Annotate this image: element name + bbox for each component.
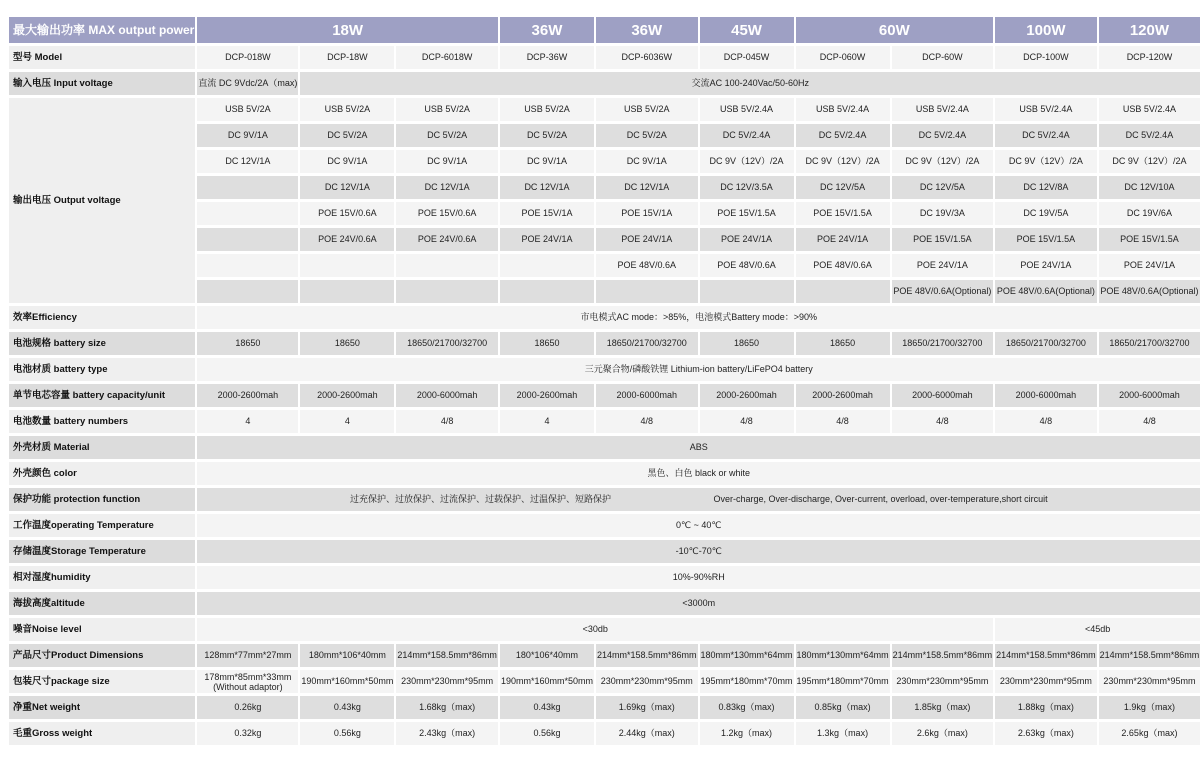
cell: DC 19V/3A [892,202,994,225]
cell: 180*106*40mm [500,644,594,667]
cell: USB 5V/2A [500,98,594,121]
cell: 214mm*158.5mm*86mm [1099,644,1200,667]
cell: DC 5V/2.4A [1099,124,1200,147]
cell: 230mm*230mm*95mm [892,670,994,693]
cell: DC 9V（12V）/2A [892,150,994,173]
cell: POE 15V/0.6A [396,202,498,225]
cell: DC 5V/2A [396,124,498,147]
cell: DC 5V/2.4A [995,124,1097,147]
cell: DCP-18W [300,46,394,69]
cell [500,280,594,303]
row-label: 电池数量 battery numbers [9,410,195,433]
cell: 交流AC 100-240Vac/50-60Hz [300,72,1200,95]
header-row [9,17,1200,43]
cell: DC 5V/2.4A [700,124,794,147]
cell: 230mm*230mm*95mm [995,670,1097,693]
cell: 1.85kg（max) [892,696,994,719]
cell: POE 24V/1A [596,228,698,251]
row-label: 电池规格 battery size [9,332,195,355]
cell: 1.68kg（max) [396,696,498,719]
cell: 190mm*160mm*50mm [500,670,594,693]
cell: 195mm*180mm*70mm [700,670,794,693]
net-weight-row [9,696,1200,719]
cell: POE 24V/1A [1099,254,1200,277]
cell: 18650 [796,332,890,355]
protection-cn: 过充保护、过放保护、过流保护、过载保护、过温保护、短路保护 [349,494,611,504]
spec-sheet [7,14,1200,748]
cell: POE 15V/1.5A [1099,228,1200,251]
cell: DC 12V/1A [396,176,498,199]
cell: 4/8 [995,410,1097,433]
cell: 2000-6000mah [596,384,698,407]
cell: DC 12V/8A [995,176,1097,199]
cell: 2000-2600mah [796,384,890,407]
model-row [9,46,1200,69]
cell: DCP-060W [796,46,890,69]
cell: 4/8 [596,410,698,433]
power-group-18w: 18W [197,17,498,43]
cell: 230mm*230mm*95mm [596,670,698,693]
altitude-row [9,592,1200,615]
cell: 2.43kg（max) [396,722,498,745]
cell: ABS [197,436,1200,459]
cell: 214mm*158.5mm*86mm [995,644,1097,667]
cell: POE 15V/1A [596,202,698,225]
cell: POE 48V/0.6A(Optional) [995,280,1097,303]
cell: POE 24V/0.6A [396,228,498,251]
cell: 18650/21700/32700 [995,332,1097,355]
cell: DC 12V/1A [500,176,594,199]
cell: 195mm*180mm*70mm [796,670,890,693]
cell: DC 12V/1A [197,150,298,173]
cell: 18650/21700/32700 [396,332,498,355]
noise-row [9,618,1200,641]
cell: 1.2kg（max) [700,722,794,745]
row-label: 型号 Model [9,46,195,69]
package-size-value: 178mm*85mm*33mm [204,671,292,682]
input-voltage-row [9,72,1200,95]
product-dimensions-row [9,644,1200,667]
cell: POE 24V/1A [796,228,890,251]
cell [197,176,298,199]
row-label: 噪音Noise level [9,618,195,641]
storage-temperature-row [9,540,1200,563]
cell: DCP-100W [995,46,1097,69]
row-label: 海拔高度altitude [9,592,195,615]
cell: 214mm*158.5mm*86mm [892,644,994,667]
cell: 4/8 [796,410,890,433]
protection-row [9,488,1200,511]
cell: 18650 [300,332,394,355]
cell: DC 19V/6A [1099,202,1200,225]
color-row [9,462,1200,485]
cell [796,280,890,303]
cell: DCP-60W [892,46,994,69]
cell: 2.44kg（max) [596,722,698,745]
cell: 0.43kg [500,696,594,719]
cell: DC 9V（12V）/2A [995,150,1097,173]
cell [500,254,594,277]
cell: 4/8 [1099,410,1200,433]
cell: 2000-6000mah [892,384,994,407]
cell [300,254,394,277]
row-label: 存储温度Storage Temperature [9,540,195,563]
gross-weight-row [9,722,1200,745]
cell: 2000-6000mah [1099,384,1200,407]
row-label: 效率Efficiency [9,306,195,329]
cell: 18650 [700,332,794,355]
package-size-note: (Without adaptor) [213,681,283,692]
cell: 0.43kg [300,696,394,719]
cell: POE 24V/1A [700,228,794,251]
cell: DC 9V（12V）/2A [1099,150,1200,173]
cell [700,280,794,303]
cell: 2000-2600mah [197,384,298,407]
cell: DC 9V/1A [596,150,698,173]
cell: 1.88kg（max) [995,696,1097,719]
row-label: 电池材质 battery type [9,358,195,381]
cell: POE 48V/0.6A [596,254,698,277]
cell: DCP-36W [500,46,594,69]
max-output-power-label: 最大输出功率 MAX output power [9,17,195,43]
row-label: 保护功能 protection function [9,488,195,511]
row-label: 产品尺寸Product Dimensions [9,644,195,667]
cell: <3000m [197,592,1200,615]
cell: 2.6kg（max) [892,722,994,745]
cell: 4/8 [700,410,794,433]
cell: DC 9V（12V）/2A [700,150,794,173]
cell: 128mm*77mm*27mm [197,644,298,667]
cell [197,280,298,303]
cell: 4/8 [892,410,994,433]
cell: POE 24V/1A [500,228,594,251]
cell: 4/8 [396,410,498,433]
cell [300,280,394,303]
cell: DC 12V/5A [796,176,890,199]
cell: DC 9V/1A [300,150,394,173]
protection-en: Over-charge, Over-discharge, Over-current, overload, over-temperature,short circuit [713,494,1048,504]
cell: 三元聚合物/磷酸铁锂 Lithium-ion battery/LiFePO4 battery [197,358,1200,381]
cell: 180mm*106*40mm [300,644,394,667]
cell: 18650/21700/32700 [892,332,994,355]
cell: 1.3kg（max) [796,722,890,745]
cell: POE 48V/0.6A(Optional) [892,280,994,303]
cell: 1.9kg（max) [1099,696,1200,719]
cell: 0.56kg [300,722,394,745]
material-row [9,436,1200,459]
cell: DC 12V/10A [1099,176,1200,199]
cell: 230mm*230mm*95mm [1099,670,1200,693]
cell: 190mm*160mm*50mm [300,670,394,693]
row-label: 相对湿度humidity [9,566,195,589]
row-label: 外壳颜色 color [9,462,195,485]
cell: 0.85kg（max) [796,696,890,719]
cell: POE 15V/0.6A [300,202,394,225]
cell: 4 [500,410,594,433]
cell: 2000-2600mah [300,384,394,407]
cell: DCP-045W [700,46,794,69]
cell: POE 48V/0.6A(Optional) [1099,280,1200,303]
cell: 2000-2600mah [700,384,794,407]
cell: DC 9V（12V）/2A [796,150,890,173]
efficiency-row [9,306,1200,329]
battery-type-row [9,358,1200,381]
cell: DCP-120W [1099,46,1200,69]
row-label: 毛重Gross weight [9,722,195,745]
cell [197,202,298,225]
cell: DC 5V/2.4A [892,124,994,147]
cell: DC 5V/2A [596,124,698,147]
cell: -10℃-70℃ [197,540,1200,563]
row-label: 输出电压 Output voltage [9,98,195,303]
battery-size-row [9,332,1200,355]
cell: DC 5V/2A [500,124,594,147]
output-voltage-row [9,98,1200,121]
power-group-36w-b: 36W [596,17,698,43]
power-group-60w: 60W [796,17,994,43]
cell: 0℃ ~ 40℃ [197,514,1200,537]
cell: USB 5V/2A [300,98,394,121]
cell: 230mm*230mm*95mm [396,670,498,693]
cell: 4 [300,410,394,433]
row-label: 包装尺寸package size [9,670,195,693]
row-label: 单节电芯容量 battery capacity/unit [9,384,195,407]
cell: 10%-90%RH [197,566,1200,589]
cell: 18650 [500,332,594,355]
cell: DC 9V/1A [500,150,594,173]
battery-capacity-row [9,384,1200,407]
cell: DC 12V/3.5A [700,176,794,199]
package-size-row [9,670,1200,693]
cell: 市电模式AC mode：>85%，电池模式Battery mode：>90% [197,306,1200,329]
cell: DC 5V/2.4A [796,124,890,147]
cell [197,670,298,693]
cell: 18650/21700/32700 [1099,332,1200,355]
power-group-45w: 45W [700,17,794,43]
spec-table [7,14,1200,748]
cell: 1.69kg（max) [596,696,698,719]
cell: DCP-6018W [396,46,498,69]
cell: DCP-6036W [596,46,698,69]
cell: DC 9V/1A [396,150,498,173]
cell: USB 5V/2.4A [1099,98,1200,121]
cell: USB 5V/2A [197,98,298,121]
cell: DCP-018W [197,46,298,69]
cell: <30db [197,618,993,641]
cell: 黑色、白色 black or white [197,462,1200,485]
cell: USB 5V/2.4A [700,98,794,121]
cell: USB 5V/2.4A [995,98,1097,121]
cell: 0.83kg（max) [700,696,794,719]
cell: POE 15V/1A [500,202,594,225]
cell: DC 12V/1A [300,176,394,199]
cell: USB 5V/2.4A [892,98,994,121]
cell: 18650 [197,332,298,355]
power-group-100w: 100W [995,17,1097,43]
power-group-120w: 120W [1099,17,1200,43]
cell: USB 5V/2.4A [796,98,890,121]
cell: DC 12V/1A [596,176,698,199]
row-label: 外壳材质 Material [9,436,195,459]
cell: USB 5V/2A [396,98,498,121]
cell: POE 15V/1.5A [796,202,890,225]
cell: DC 9V/1A [197,124,298,147]
cell: POE 48V/0.6A [700,254,794,277]
cell: DC 12V/5A [892,176,994,199]
cell: 214mm*158.5mm*86mm [596,644,698,667]
cell: POE 15V/1.5A [700,202,794,225]
operating-temperature-row [9,514,1200,537]
cell [197,228,298,251]
cell [197,488,1200,511]
cell: 0.56kg [500,722,594,745]
cell: 0.32kg [197,722,298,745]
cell [396,280,498,303]
cell [596,280,698,303]
cell: 18650/21700/32700 [596,332,698,355]
cell: 4 [197,410,298,433]
cell: DC 19V/5A [995,202,1097,225]
cell: 180mm*130mm*64mm [700,644,794,667]
cell [197,254,298,277]
cell: 180mm*130mm*64mm [796,644,890,667]
cell: POE 24V/1A [892,254,994,277]
cell: 0.26kg [197,696,298,719]
cell [396,254,498,277]
cell: POE 48V/0.6A [796,254,890,277]
cell: 2000-6000mah [995,384,1097,407]
humidity-row [9,566,1200,589]
row-label: 工作温度operating Temperature [9,514,195,537]
cell: 2000-2600mah [500,384,594,407]
cell: 直流 DC 9Vdc/2A（max) [197,72,298,95]
cell: 2.65kg（max) [1099,722,1200,745]
cell: 2000-6000mah [396,384,498,407]
cell: 2.63kg（max) [995,722,1097,745]
battery-numbers-row [9,410,1200,433]
cell: DC 5V/2A [300,124,394,147]
cell: POE 15V/1.5A [892,228,994,251]
cell: 214mm*158.5mm*86mm [396,644,498,667]
row-label: 输入电压 Input voltage [9,72,195,95]
cell: POE 15V/1.5A [995,228,1097,251]
cell: POE 24V/1A [995,254,1097,277]
cell: USB 5V/2A [596,98,698,121]
cell: <45db [995,618,1200,641]
row-label: 净重Net weight [9,696,195,719]
cell: POE 24V/0.6A [300,228,394,251]
power-group-36w-a: 36W [500,17,594,43]
